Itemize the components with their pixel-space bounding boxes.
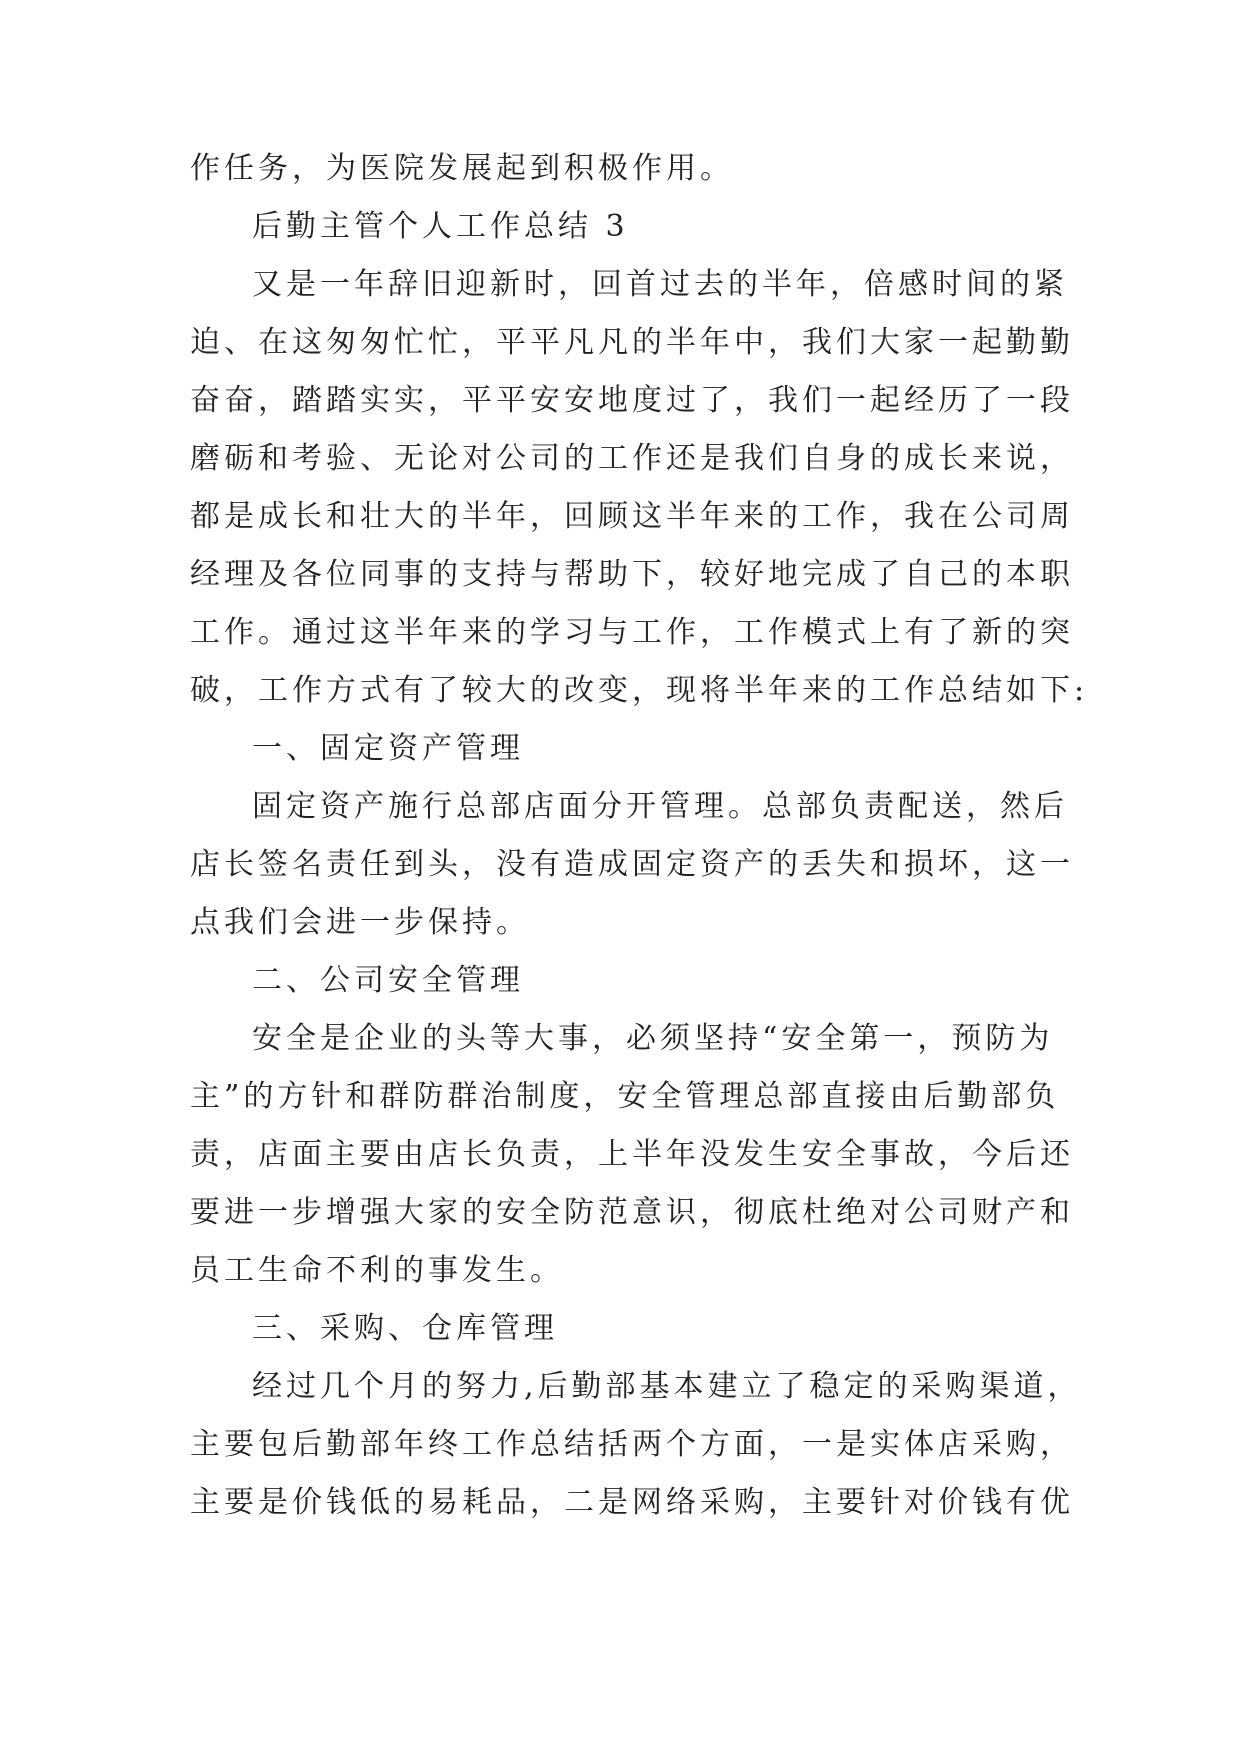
text-line: 要进一步增强大家的安全防范意识，彻底杜绝对公司财产和 (190, 1195, 1074, 1230)
text-line: 主要是价钱低的易耗品，二是网络采购，主要针对价钱有优 (190, 1485, 1074, 1520)
text-line: 经理及各位同事的支持与帮助下，较好地完成了自己的本职 (190, 557, 1074, 592)
text-line: 店长签名责任到头，没有造成固定资产的丢失和损坏，这一 (190, 847, 1074, 882)
text-line: 二、公司安全管理 (252, 963, 524, 998)
text-line: 员工生命不利的事发生。 (190, 1253, 564, 1288)
document-page (190, 140, 1089, 1532)
text-line: 主要包后勤部年终工作总结括两个方面，一是实体店采购， (190, 1427, 1074, 1462)
text-line: 点我们会进一步保持。 (190, 905, 530, 940)
text-line: 作任务，为医院发展起到积极作用。 (190, 151, 734, 186)
text-line: 磨砺和考验、无论对公司的工作还是我们自身的成长来说， (190, 441, 1074, 476)
text-line: 工作。通过这半年来的学习与工作，工作模式上有了新的突 (190, 615, 1074, 650)
text-line: 奋奋，踏踏实实，平平安安地度过了，我们一起经历了一段 (190, 383, 1074, 418)
text-line: 都是成长和壮大的半年，回顾这半年来的工作，我在公司周 (190, 499, 1074, 534)
text-line: 经过几个月的努力,后勤部基本建立了稳定的采购渠道， (252, 1369, 1082, 1404)
text-line: 破，工作方式有了较大的改变，现将半年来的工作总结如下: (190, 673, 1089, 708)
text-line: 迫、在这匆匆忙忙，平平凡凡的半年中，我们大家一起勤勤 (190, 325, 1074, 360)
text-line: 责，店面主要由店长负责，上半年没发生安全事故，今后还 (190, 1137, 1074, 1172)
text-line: 一、固定资产管理 (252, 731, 524, 766)
text-line: 又是一年辞旧迎新时，回首过去的半年，倍感时间的紧 (252, 267, 1068, 302)
text-line: 三、采购、仓库管理 (252, 1311, 558, 1346)
text-line: 主”的方针和群防群治制度，安全管理总部直接由后勤部负 (190, 1079, 1060, 1114)
text-line: 后勤主管个人工作总结 3 (252, 209, 629, 244)
text-line: 安全是企业的头等大事，必须坚持“安全第一，预防为 (252, 1021, 1054, 1056)
text-line: 固定资产施行总部店面分开管理。总部负责配送，然后 (252, 789, 1068, 824)
